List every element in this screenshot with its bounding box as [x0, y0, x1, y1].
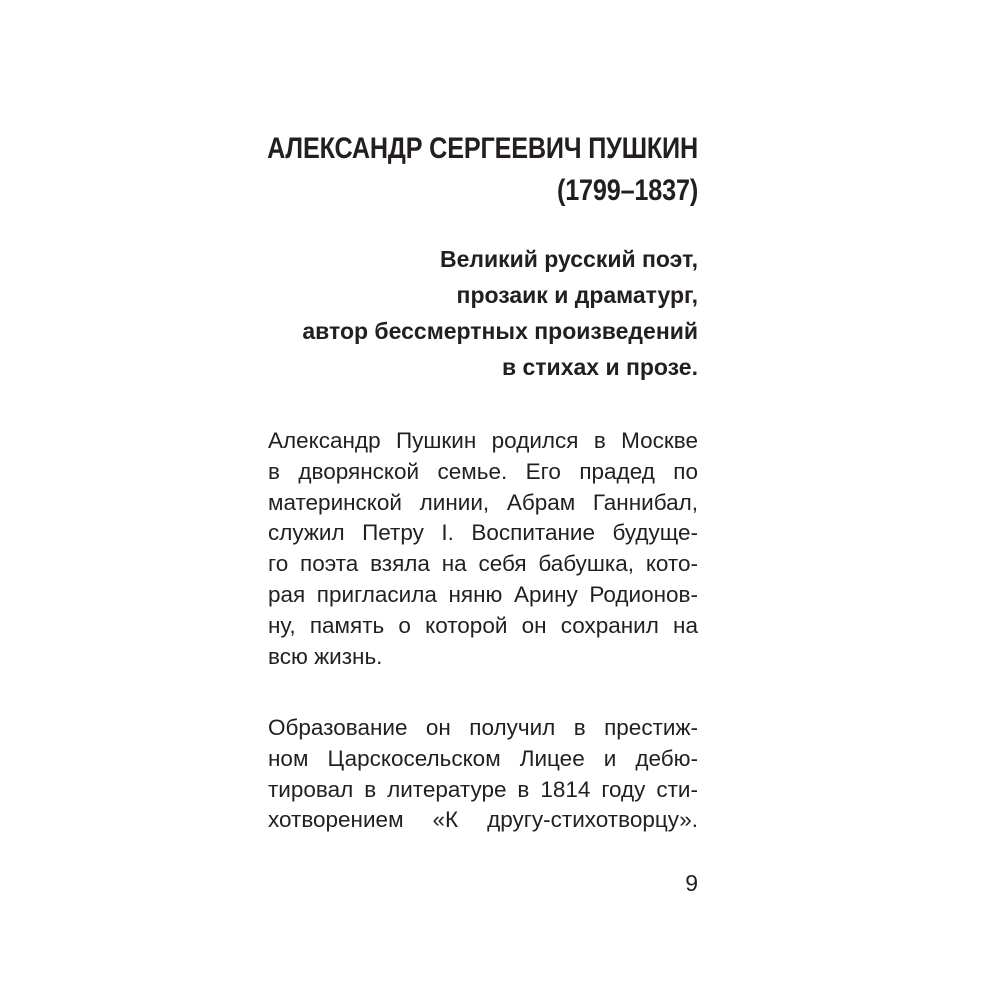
chapter-heading [267, 128, 698, 212]
text-line: в дворянской семье. Его прадед по [268, 458, 698, 484]
text-line: Александр Пушкин родился в Москве [268, 428, 698, 453]
text-line: ну, память о которой он сохранил на [268, 612, 698, 638]
description-line: в стихах и прозе. [501, 354, 698, 380]
page-number: 9 [685, 870, 698, 896]
text-line: тировал в литературе в 1814 году сти- [268, 776, 698, 802]
text-line: служил Петру I. Воспитание будуще- [268, 520, 698, 546]
text-line: Образование он получил в престиж- [268, 715, 698, 740]
text-line: хотворением «К другу-стихотворцу». [268, 807, 698, 833]
text-line: всю жизнь. [268, 643, 383, 669]
description-line: Великий русский поэт, [439, 246, 698, 272]
text-line: рая пригласила няню Арину Родионов- [268, 581, 698, 607]
paragraph-biography [268, 426, 698, 672]
description-line: прозаик и драматург, [456, 282, 698, 308]
text-line: материнской линии, Абрам Ганнибал, [268, 489, 698, 515]
text-line: ном Царскосельском Лицее и дебю- [268, 745, 698, 771]
author-name: АЛЕКСАНДР СЕРГЕЕВИЧ ПУШКИН [267, 132, 698, 165]
paragraph-education [268, 713, 698, 836]
text-line: го поэта взяла на себя бабушка, кото- [268, 551, 698, 577]
author-years: (1799–1837) [556, 174, 698, 207]
description-line: автор бессмертных произведений [302, 318, 698, 344]
author-description [302, 241, 698, 385]
